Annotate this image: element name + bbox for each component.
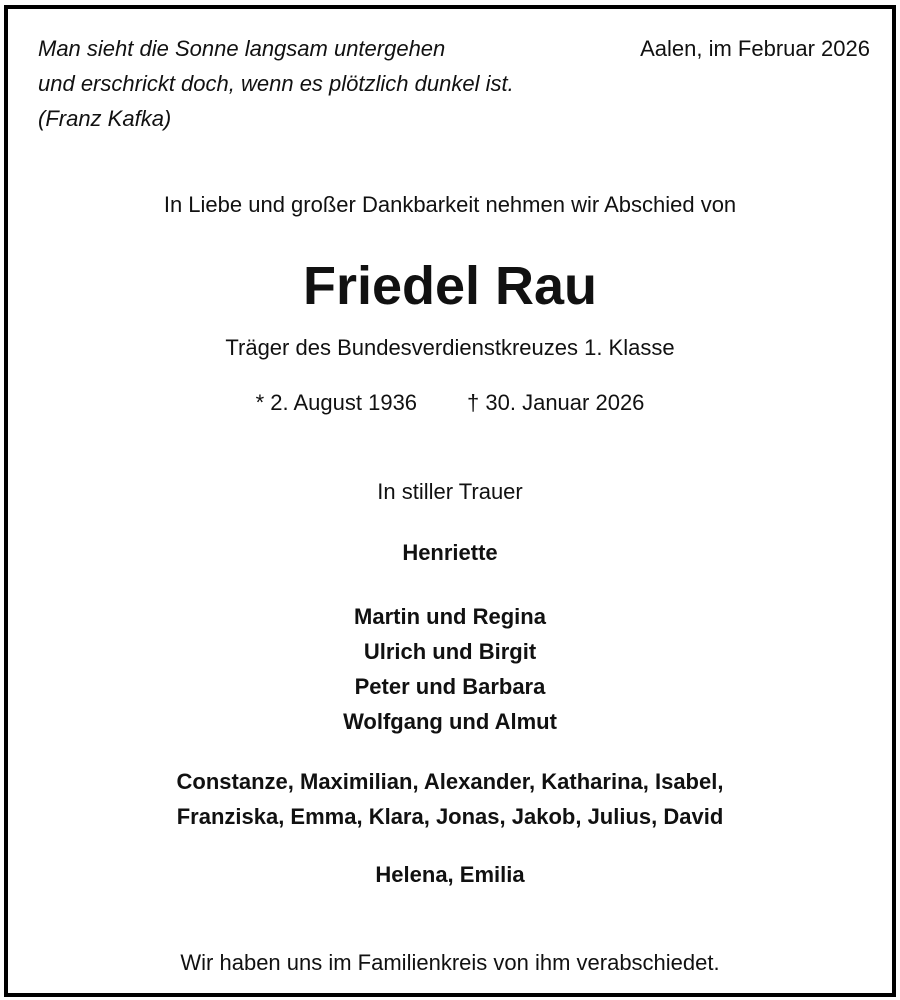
grandchildren-line: Constanze, Maximilian, Alexander, Katharina, Isabel, bbox=[176, 769, 724, 794]
grandchildren-line: Franziska, Emma, Klara, Jonas, Jakob, Julius, David bbox=[176, 804, 724, 829]
quote-line: Man sieht die Sonne langsam untergehen bbox=[38, 36, 446, 61]
child-couple: Martin und Regina bbox=[354, 604, 546, 629]
widow-name: Henriette bbox=[402, 540, 498, 565]
closing-note: Wir haben uns im Familienkreis von ihm verabschiedet. bbox=[180, 950, 720, 975]
quote-line: und erschrickt doch, wenn es plötzlich dunkel ist. bbox=[38, 71, 514, 96]
grandchildren-list bbox=[8, 764, 892, 834]
kafka-quote bbox=[38, 31, 514, 136]
child-couple: Wolfgang und Almut bbox=[343, 709, 557, 734]
children-list bbox=[8, 599, 892, 739]
place-date: Aalen, im Februar 2026 bbox=[640, 36, 870, 61]
deceased-honor: Träger des Bundesverdienstkreuzes 1. Klasse bbox=[225, 335, 675, 360]
birth-date: * 2. August 1936 bbox=[255, 390, 418, 415]
deceased-name: Friedel Rau bbox=[302, 256, 598, 316]
mourning-label: In stiller Trauer bbox=[377, 479, 523, 504]
death-date: † 30. Januar 2026 bbox=[467, 390, 645, 415]
obituary-frame bbox=[4, 5, 896, 997]
great-grandchildren: Helena, Emilia bbox=[375, 862, 525, 887]
intro-text: In Liebe und großer Dankbarkeit nehmen wir Abschied von bbox=[163, 192, 737, 217]
child-couple: Ulrich und Birgit bbox=[363, 639, 537, 664]
life-dates bbox=[8, 387, 892, 419]
quote-author: (Franz Kafka) bbox=[38, 106, 172, 131]
child-couple: Peter und Barbara bbox=[354, 674, 546, 699]
